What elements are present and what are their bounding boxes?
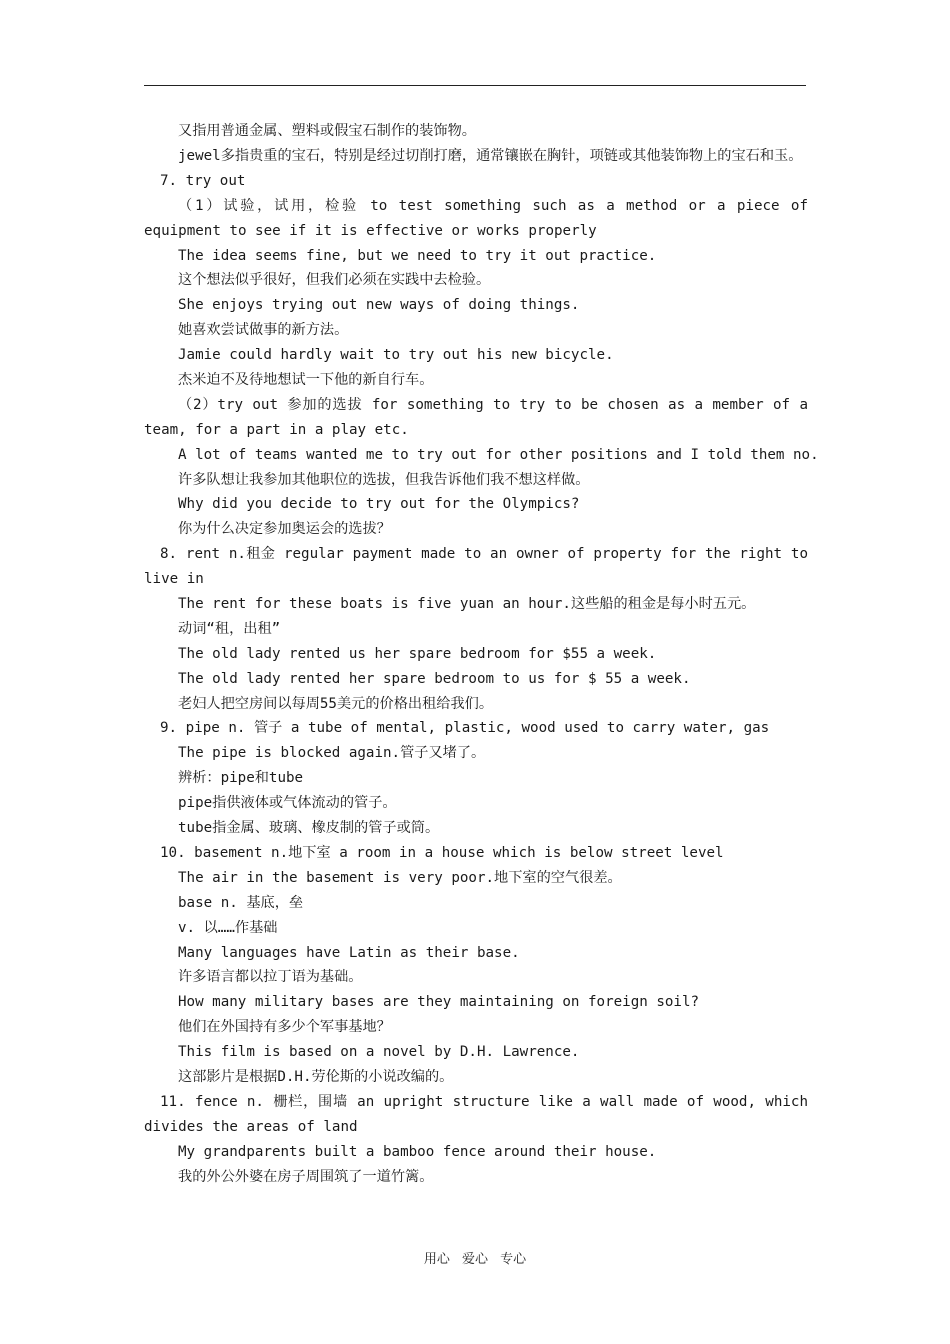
text-line: tube指金属、玻璃、橡皮制的管子或筒。 [178,820,440,837]
text-line: The rent for these boats is five yuan an hour.这些船的租金是每小时五元。 [178,596,756,613]
text-line: 9. pipe n. 管子 a tube of mental, plastic, wood used to carry water, gas [160,720,770,737]
text-line: How many military bases are they maintaining on foreign soil? [178,994,700,1011]
text-line: 你为什么决定参加奥运会的选拔？ [178,521,391,538]
text-line: 这个想法似乎很好，但我们必须在实践中去检验。 [178,272,491,289]
text-line: 11. fence n. 栅栏，围墙 an upright structure like a wall made of wood, which divides the areas of land [144,1093,808,1135]
text-line: Many languages have Latin as their base. [178,944,520,961]
text-line: 许多队想让我参加其他职位的选拔，但我告诉他们我不想这样做。 [178,471,590,488]
text-line: 8. rent n.租金 regular payment made to an owner of property for the right to live in [144,546,808,588]
text-line: 他们在外国持有多少个军事基地？ [178,1019,391,1036]
text-line: 老妇人把空房间以每周55美元的价格出租给我们。 [178,695,494,712]
document-body [144,119,819,1189]
text-line: v. 以……作基础 [178,919,278,936]
text-line: 7. try out [160,172,246,189]
text-line: My grandparents built a bamboo fence around their house. [178,1143,657,1160]
text-line: This film is based on a novel by D.H. Lawrence. [178,1044,580,1061]
text-line: 这部影片是根据D.H.劳伦斯的小说改编的。 [178,1068,454,1085]
text-line: 辨析：pipe和tube [178,770,304,787]
text-line: She enjoys trying out new ways of doing things. [178,297,580,314]
text-line: 10. basement n.地下室 a room in a house which is below street level [160,844,724,861]
text-line: A lot of teams wanted me to try out for other positions and I told them no. [178,446,819,463]
text-line: The old lady rented us her spare bedroom for $55 a week. [178,645,657,662]
text-line: pipe指供液体或气体流动的管子。 [178,795,397,812]
text-line: jewel多指贵重的宝石，特别是经过切削打磨，通常镶嵌在胸针，项链或其他装饰物上的宝石和玉。 [178,147,803,164]
text-line: Jamie could hardly wait to try out his new bicycle. [178,347,614,364]
text-line: Why did you decide to try out for the Olympics? [178,496,580,513]
text-line: base n. 基底，垒 [178,894,304,911]
text-line: 许多语言都以拉丁语为基础。 [178,969,363,986]
text-line: 动词“租，出租” [178,620,281,637]
text-line: 我的外公外婆在房子周围筑了一道竹篱。 [178,1168,434,1185]
text-line: （2）try out 参加的选拔 for something to try to be chosen as a member of a team, for a part in a play etc. [144,396,808,438]
header-rule [144,85,806,86]
text-line: The old lady rented her spare bedroom to us for $ 55 a week. [178,670,691,687]
text-line: The pipe is blocked again.管子又堵了。 [178,745,486,762]
text-line: 她喜欢尝试做事的新方法。 [178,322,349,339]
text-line: （1）试验，试用，检验 to test something such as a method or a piece of equipment to see if it is effective or works properly [144,197,808,239]
page-footer: 用心 爱心 专心 [423,1252,527,1267]
text-line: The idea seems fine, but we need to try it out practice. [178,247,657,264]
text-line: The air in the basement is very poor.地下室的空气很差。 [178,869,622,886]
text-line: 杰米迫不及待地想试一下他的新自行车。 [178,371,434,388]
text-line: 又指用普通金属、塑料或假宝石制作的装饰物。 [178,123,476,139]
